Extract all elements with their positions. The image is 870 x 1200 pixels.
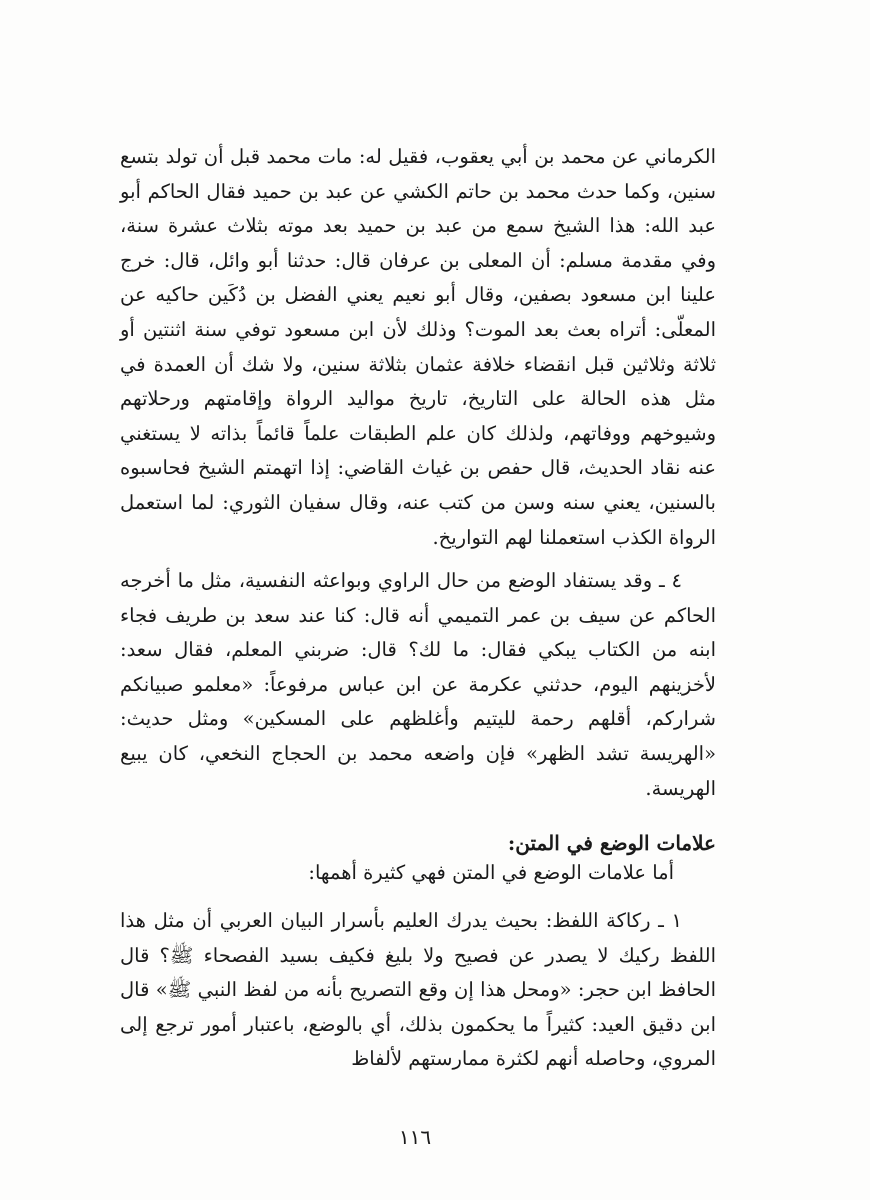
- section-heading: علامات الوضع في المتن:: [507, 831, 716, 855]
- paragraph-3: ١ ـ ركاكة اللفظ: بحيث يدرك العليم بأسرار البيان العربي أن مثل هذا اللفظ ركيك لا يصدر عن فصيح ولا بليغ فكيف بسيد الفصحاء ﷺ؟ قال الحافظ ابن حجر: «ومحل هذا إن وقع التصريح بأنه من لفظ النبي ﷺ» قال ابن دقيق العيد: كثيراً ما يحكمون بذلك، أي بالوضع، باعتبار أمور ترجع إلى المروي، وحاصله أنهم لكثرة ممارستهم لألفاظ: [120, 909, 716, 1071]
- paragraph-1: الكرماني عن محمد بن أبي يعقوب، فقيل له: مات محمد قبل أن تولد بتسع سنين، وكما حدث محمد بن حاتم الكشي عن عبد بن حميد فقال الحاكم أبو عبد الله: هذا الشيخ سمع من عبد بن حميد بعد موته بثلاث عشرة سنة، وفي مقدمة مسلم: أن المعلى بن عرفان قال: حدثنا أبو وائل، قال: خرج علينا ابن مسعود بصفين، وقال أبو نعيم يعني الفضل بن دُكَين حاكيه عن المعلّى: أتراه بعث بعد الموت؟ وذلك لأن ابن مسعود توفي سنة اثنتين أو ثلاثة وثلاثين قبل انقضاء خلافة عثمان بثلاثة سنين، ولا شك أن العمدة في مثل هذه الحالة على التاريخ، تاريخ مواليد الرواة وإقامتهم ورحلاتهم وشيوخهم ووفاتهم، ولذلك كان علم الطبقات علماً قائماً بذاته لا يستغني عنه نقاد الحديث، قال حفص بن غياث القاضي: إذا اتهمتم الشيخ فحاسبوه بالسنين، يعني سنه وسن من كتب عنه، وقال سفيان الثوري: لما استعمل الرواة الكذب استعملنا لهم التواريخ.: [120, 145, 716, 549]
- paragraph-2: ٤ ـ وقد يستفاد الوضع من حال الراوي وبواعثه النفسية، مثل ما أخرجه الحاكم عن سيف بن عمر التميمي أنه قال: كنا عند سعد بن طريف فجاء ابنه من الكتاب يبكي فقال: ما لك؟ قال: ضربني المعلم، فقال سعد: لأخزينهم اليوم، حدثني عكرمة عن ابن عباس مرفوعاً: «معلمو صبيانكم شراركم، أقلهم رحمة لليتيم وأغلظهم على المسكين» ومثل حديث: «الهريسة تشد الظهر» فإن واضعه محمد بن الحجاج النخعي، كان يبيع الهريسة.: [120, 569, 716, 800]
- section-intro: أما علامات الوضع في المتن فهي كثيرة أهمها:: [308, 861, 674, 884]
- page-number: ١١٦: [398, 1125, 432, 1149]
